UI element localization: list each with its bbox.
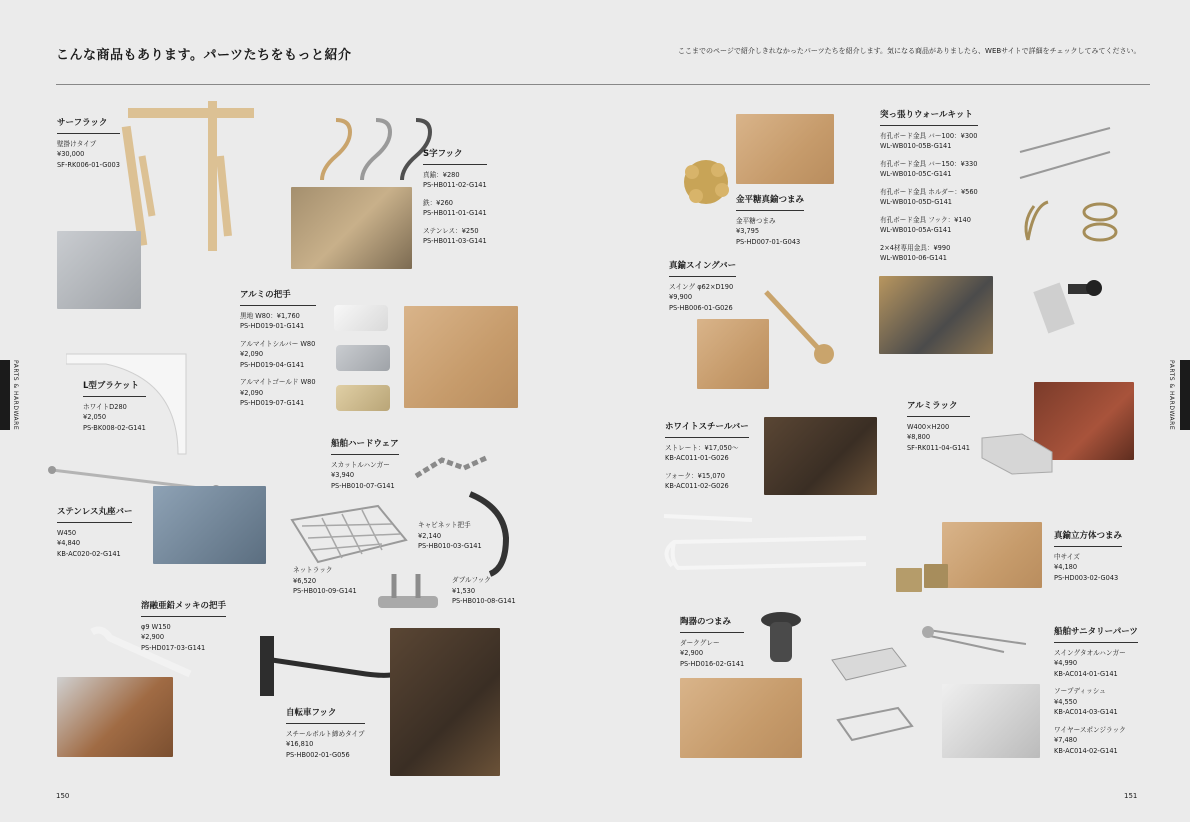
- product-aluminium-rack: アルミラック W400×H200 ¥8,800 SF-RK011-04-G141: [907, 401, 970, 452]
- product-brass-swing-bar: 真鍮スイングバー スイング φ62×D190 ¥9,900 PS-HB006-01-G026: [669, 261, 737, 312]
- product-scuttle-hanger: 船舶ハードウェア スカットルハンガー ¥3,940 PS-HB010-07-G141: [331, 439, 399, 490]
- konpeito-knob-image: [678, 156, 734, 208]
- product-white-steel-bar: ホワイトスチールバー ストレート：¥17,050～ KB-AC011-01-G026 フォーク：¥15,070 KB-AC011-02-G026: [665, 422, 749, 490]
- product-name: 船舶サニタリーパーツ: [1054, 627, 1138, 643]
- product-aluminium-handle: アルミの把手 黒地 W80：¥1,760 PS-HD019-01-G141 アルマイトシルバー W80 ¥2,090 PS-HD019-04-G141 アルマイトゴールド W80 ¥2,090 PS-HD019-07-G141: [240, 290, 316, 407]
- ceramic-knob-photo: [680, 678, 802, 758]
- side-label-right: PARTS & HARDWARE: [1168, 360, 1175, 431]
- konpeito-knob-photo: [736, 114, 834, 184]
- product-name: 陶器のつまみ: [680, 617, 744, 633]
- product-name: アルミの把手: [240, 290, 316, 306]
- product-double-hook: ダブルフック ¥1,530 PS-HB010-08-G141: [452, 576, 516, 605]
- swing-bar-image: [760, 288, 840, 378]
- ceramic-knob-image: [758, 610, 804, 668]
- product-name: L型ブラケット: [83, 381, 146, 397]
- surf-rack-photo: [57, 231, 141, 309]
- product-name: サーフラック: [57, 118, 120, 134]
- product-name: 自転車フック: [286, 708, 365, 724]
- product-name: 溶融亜鉛メッキの把手: [141, 601, 226, 617]
- product-name: アルミラック: [907, 401, 970, 417]
- product-l-bracket: L型ブラケット ホワイトD280 ¥2,050 PS-BK008-02-G141: [83, 381, 146, 432]
- product-net-rack: ネットラック ¥6,520 PS-HB010-09-G141: [293, 566, 357, 595]
- wall-kit-image: [1014, 122, 1124, 252]
- stainless-bar-photo: [153, 486, 266, 564]
- product-konpeito-knob: 金平糖真鍮つまみ 金平糖つまみ ¥3,795 PS-HD007-01-G043: [736, 195, 805, 246]
- white-steel-bar-photo: [764, 417, 877, 495]
- brass-cube-knob-image: [896, 568, 922, 592]
- side-label-left: PARTS & HARDWARE: [12, 360, 19, 431]
- bicycle-hook-photo: [390, 628, 500, 776]
- brass-cube-knob-image-2: [924, 564, 948, 588]
- aluminium-handle-photo: [404, 306, 518, 408]
- right-side-tab: [1180, 360, 1190, 430]
- product-name: 突っ張りウォールキット: [880, 110, 978, 126]
- scuttle-hanger-image: [412, 446, 492, 486]
- aluminium-handle-black-image: [334, 305, 388, 331]
- product-ceramic-knob: 陶器のつまみ ダークグレー ¥2,900 PS-HD016-02-G141: [680, 617, 745, 668]
- brass-cube-knob-photo: [942, 522, 1042, 588]
- product-galvanized-handle: 溶融亜鉛メッキの把手 φ9 W150 ¥2,900 PS-HD017-03-G141: [141, 601, 227, 652]
- s-hooks-photo: [291, 187, 412, 269]
- product-brass-cube-knob: 真鍮立方体つまみ 中サイズ ¥4,180 PS-HD003-02-G043: [1054, 531, 1123, 582]
- product-name: 真鍮スイングバー: [669, 261, 736, 277]
- aluminium-handle-gold-image: [336, 385, 390, 411]
- product-wall-kit: 突っ張りウォールキット 有孔ボード金具 バー100：¥300 WL-WB010-05B-G141 有孔ボード金具 バー150：¥330 WL-WB010-05C-G141 有孔ボード金具 ホルダー：¥560 WL-WB010-05D-G141 有孔ボード金具 フック：¥140 WL-WB010-05A-G141 2×4材専用金具：¥990 WL-WB010-06-G141: [880, 110, 978, 262]
- product-cabinet-handle: キャビネット把手 ¥2,140 PS-HB010-03-G141: [418, 521, 482, 550]
- page-number-right: 151: [1124, 792, 1138, 800]
- lead-text: ここまでのページで紹介しきれなかったパーツたちを紹介します。気になる商品がありましたら、WEBサイトで詳細をチェックしてみてください。: [678, 47, 1141, 55]
- product-bicycle-hook: 自転車フック スチールボルト締めタイプ ¥16,810 PS-HB002-01-G056: [286, 708, 365, 759]
- product-surf-rack: サーフラック 壁掛けタイプ ¥30,000 SF-RK006-01-G003: [57, 118, 120, 169]
- two-by-four-bracket-image: [1032, 276, 1108, 336]
- product-name: 真鍮立方体つまみ: [1054, 531, 1122, 547]
- page-title: こんな商品もあります。パーツたちをもっと紹介: [56, 48, 352, 63]
- wall-kit-photo: [879, 276, 993, 354]
- product-name: 船舶ハードウェア: [331, 439, 399, 455]
- product-name: ステンレス丸座バー: [57, 507, 132, 523]
- page-number-left: 150: [56, 792, 70, 800]
- left-side-tab: [0, 360, 10, 430]
- swing-bar-photo: [697, 319, 769, 389]
- product-s-hook: S字フック 真鍮：¥280 PS-HB011-02-G141 鉄：¥260 PS-HB011-01-G141 ステンレス：¥250 PS-HB011-03-G141: [423, 149, 487, 245]
- s-hooks-image: [306, 112, 434, 182]
- product-stainless-bar: ステンレス丸座バー W450 ¥4,840 KB-AC020-02-G141: [57, 507, 133, 558]
- header-rule: [56, 84, 1150, 85]
- double-hook-image: [374, 568, 444, 618]
- white-steel-bar-image: [656, 506, 874, 580]
- aluminium-handle-silver-image: [336, 345, 390, 371]
- galvanized-handle-photo: [57, 677, 173, 757]
- product-name: ホワイトスチールバー: [665, 422, 749, 438]
- product-name: 金平糖真鍮つまみ: [736, 195, 804, 211]
- ship-sanitary-photo: [942, 684, 1040, 758]
- product-ship-sanitary: 船舶サニタリーパーツ スイングタオルハンガー ¥4,990 KB-AC014-01-G141 ソープディッシュ ¥4,550 KB-AC014-03-G141 ワイヤースポンジラック ¥7,480 KB-AC014-02-G141: [1054, 627, 1138, 755]
- aluminium-rack-image: [978, 432, 1058, 476]
- product-name: S字フック: [423, 149, 487, 165]
